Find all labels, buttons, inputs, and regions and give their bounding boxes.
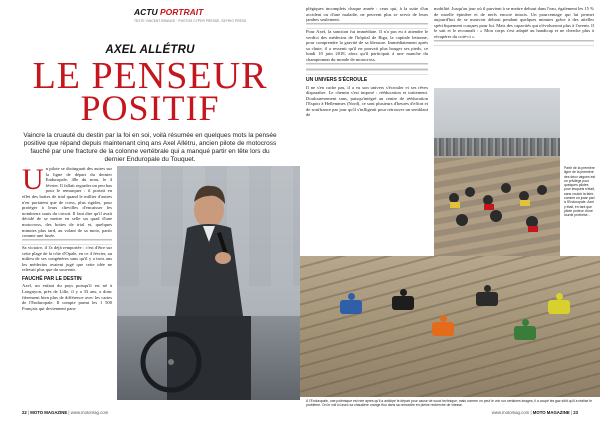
magazine-name-left: MOTO MAGAZINE (30, 410, 68, 415)
body-paragraph-1: n pilote se distinguait des autres sur la ligne de départ du dernier Enduropale, 48e du nom, le 4 février. Il fallait regarder un peu bas pour le remarquer : il portait en effet des bottes de trial quand le millier d'autres n'en portaient que de cross, plus rigides, pour protéger à leurs chevilles d'encaisser les nombreux sauts du circuit. Il faut dire qu'il avait décidé de se mettre en selle un quad d'une motocross, des bottes de trial et, quelques minutes plus tard, au volant de sa moto, partir comme une fusée. (22, 166, 112, 239)
rubric-portrait: PORTRAIT (159, 7, 204, 17)
rider-yellow (548, 300, 570, 314)
body-paragraph-2: Sa victoire, il l'a déjà remportée : c'est d'être sur cette plage de la côte d'Opale, en ce 4 février, au milieu de ses congénères sans qu'il y a trois ans les médecins avaient jugé que cette idée ne relevait plus que du souvenir. (22, 244, 112, 273)
portrait-photo (117, 166, 300, 400)
page-number-left: 22 (22, 410, 27, 415)
text-lines (306, 63, 428, 69)
headline-line-2: POSITIF (80, 88, 220, 128)
side-photo-caption: Partir de la première ligne de la première des deux vagues est un privilège pour quelques pilotes pour lesquels s'était, sans vouloir la faire, comme un juste pari à l'Enduropale. Axel y était, en tant que pilote porteur d'une lourde prothèse... (564, 166, 596, 218)
body-paragraph-r2: Pour Axel, la sanction fut immédiate. Il n'a pas eu à attendre le verdict des médecins de l'hôpital de Riga, la capitale lettonne, pour comprendre la gravité de sa blessure. Immédiatement après sa chute, il a ressenti qu'il ne pouvait plus bouger ses pieds, ce lundi 10 juin 2018, alors qu'il participait à une manche du championnat du monde de motocross. (306, 28, 428, 62)
rider-green (514, 326, 536, 340)
body-paragraph-3: Axel, un enfant du pays puisqu'il est né à Longuyon, près de Lille, il y a 33 ans, a donc fièrement bien plus de différence avec les cartes de l'Enduropale. Il compte parmi les 1 500 Français qui deviennent para- (22, 283, 112, 311)
body-paragraph-r4: mobilité. Jusqu'au jour où il parvient à se mettre debout dans l'eau, également les 15 % de moelle épinière et de nerfs encore intacts. Un pourcentage qui lui permet aujourd'hui de se mouvoir debout pendant quelques minutes grâce à des attelles spécifiquement conçues pour lui. Mais des capacités qui n'évolueront plus à l'avenir. Il le sait et le reconnaît : « Mon corps s'est adapté au handicap et ne cherche plus à récupérer du coté-ci ». (434, 6, 594, 39)
rider-blue (340, 300, 362, 314)
body-column-right-2 (434, 6, 594, 88)
rider-dark (476, 292, 498, 306)
text-lines (22, 239, 112, 245)
subheading-destin: FAUCHÉ PAR LE DESTIN (22, 275, 82, 282)
race-start-riders (434, 88, 560, 256)
body-paragraph-r3: Il ne s'en cache pas, il a vu son univers s'écrouler et ses rêves disparaître. Le chemin s'est imposé : rééducation et traitement. Doulouresement sans, puisqu'intégré au centre de rééducation l'Espoir à Hellemmes (Nord), ce sont plusieurs d'heures d'effort et de souffrance par jour qu'il s'infligeait pour retrouver un semblant de (306, 84, 428, 118)
section-rubric (134, 7, 203, 17)
headline-line-1: LE PENSEUR (32, 55, 268, 97)
article-intro: Vaincre la cruauté du destin par la foi en soi, voilà résumée en quelques mots la pensée positive que répand depuis maintenant cinq ans Axel Allétru, ancien pilote de motocross fauché par une fracture de la colonne vertébrale qui a manqué partir en tête lors du dernier Enduropale du Touquet. (23, 132, 277, 164)
folio-right: www.motomag.com | MOTO MAGAZINE | 23 (491, 410, 578, 415)
website-left: www.motomag.com (70, 410, 109, 415)
article-credits: TEXTE VINCENT BRANCE · PHOTOS CYPER PRESSE, SEYRIO PRESS (134, 19, 247, 23)
rubric-actu: ACTU (134, 7, 160, 17)
website-right: www.motomag.com (491, 410, 530, 415)
text-lines (306, 69, 428, 75)
body-paragraph-r1: plégiques incomplets chaque année : ceux qui, à la suite d'un accident ou d'une maladie, ne peuvent plus se servir de leurs jambes seulement. (306, 6, 428, 23)
rider-black (392, 296, 414, 310)
drop-cap: U (22, 166, 44, 196)
race-start-photo (434, 88, 560, 256)
race-action-photo (300, 256, 600, 397)
folio-left: 22 | MOTO MAGAZINE | www.motomag.com (22, 410, 109, 415)
rider-orange (432, 322, 454, 336)
body-column-left (22, 166, 112, 402)
page-number-right: 23 (573, 410, 578, 415)
subheading-univers: UN UNIVERS S'ÉCROULE (306, 76, 368, 83)
right-page (300, 0, 600, 425)
magazine-name-right: MOTO MAGAZINE (532, 410, 570, 415)
subject-name: AXEL ALLÉTRU (105, 44, 195, 56)
bottom-photo-caption: À l'Enduropale, une polémique est née après qu'il a anticipé le départ pour cause de souci technique, mais comme on peut le voir sur certaines images, il a coupé les gaz sitôt qu'il a réalisé le problème. On le voit ici avec sa chaudière orange fluo dans sa remontée en pleine recherche de vitesse. (306, 399, 592, 408)
body-column-right-1 (306, 6, 428, 256)
text-lines (306, 23, 428, 29)
text-lines (434, 40, 594, 46)
portrait-figure (117, 166, 300, 400)
